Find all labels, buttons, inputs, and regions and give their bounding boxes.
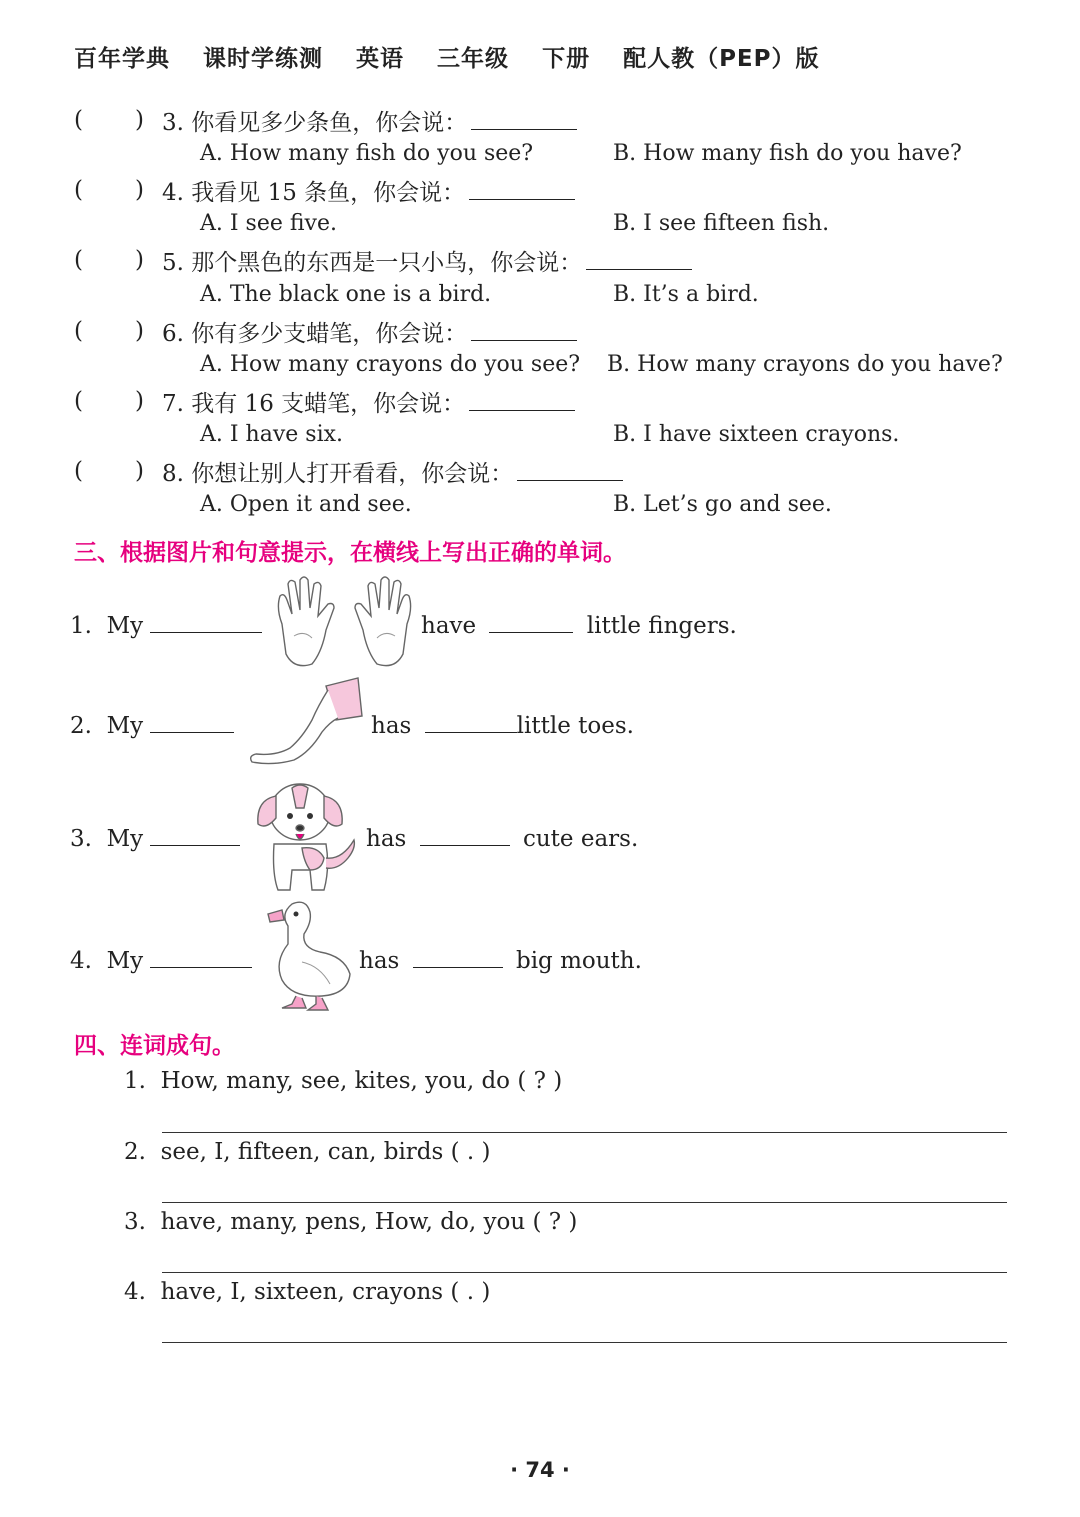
header-grade: 三年级	[437, 46, 510, 72]
fill-item-4-rest: has big mouth.	[359, 943, 642, 974]
fill-item-4: 4. My	[70, 943, 252, 974]
blank-input[interactable]	[489, 608, 573, 633]
option-b: B. I have sixteen crayons.	[613, 422, 900, 447]
reorder-item-2: 2. see, I, fifteen, can, birds ( . )	[124, 1139, 491, 1165]
fill-item-3-rest: has cute ears.	[366, 821, 638, 852]
page-header	[74, 40, 844, 73]
header-volume: 下册	[542, 46, 591, 72]
answer-paren[interactable]: ( )	[74, 107, 144, 133]
fill-item-2-rest: has little toes.	[371, 708, 634, 739]
fill-item-3: 3. My	[70, 821, 240, 852]
fill-item-1-rest: have little fingers.	[421, 608, 737, 639]
option-a: A. The black one is a bird.	[200, 282, 492, 307]
answer-line[interactable]	[162, 1342, 1007, 1343]
reorder-item-3: 3. have, many, pens, How, do, you ( ? )	[124, 1209, 578, 1235]
blank-input[interactable]	[420, 821, 510, 846]
answer-paren[interactable]: ( )	[74, 247, 144, 273]
answer-line[interactable]	[162, 1132, 1007, 1133]
fill-item-2: 2. My	[70, 708, 234, 739]
section-3-title: 三、根据图片和句意提示，在横线上写出正确的单词。	[74, 540, 626, 566]
header-book: 百年学典	[74, 46, 170, 72]
option-b: B. I see fifteen fish.	[613, 211, 830, 236]
section-4-title: 四、连词成句。	[74, 1033, 235, 1059]
option-b: B. How many fish do you have?	[613, 141, 962, 166]
blank-input[interactable]	[150, 821, 240, 846]
duck-icon	[262, 900, 354, 1014]
option-b: B. How many crayons do you have?	[607, 352, 1003, 377]
question-prompt: 8. 你想让别人打开看看，你会说：	[162, 456, 623, 489]
answer-paren[interactable]: ( )	[74, 458, 144, 484]
option-b: B. It’s a bird.	[613, 282, 759, 307]
answer-paren[interactable]: ( )	[74, 177, 144, 203]
option-a: A. How many crayons do you see?	[200, 352, 581, 377]
answer-paren[interactable]: ( )	[74, 318, 144, 344]
option-a: A. Open it and see.	[200, 492, 412, 517]
question-prompt: 5. 那个黑色的东西是一只小鸟，你会说：	[162, 245, 692, 278]
question-prompt: 3. 你看见多少条鱼，你会说：	[162, 105, 577, 138]
option-a: A. I have six.	[200, 422, 344, 447]
question-prompt: 4. 我看见 15 条鱼，你会说：	[162, 175, 575, 208]
question-prompt: 7. 我有 16 支蜡笔，你会说：	[162, 386, 575, 419]
answer-paren[interactable]: ( )	[74, 388, 144, 414]
option-b: B. Let’s go and see.	[613, 492, 832, 517]
leg-icon	[246, 676, 366, 768]
reorder-item-1: 1. How, many, see, kites, you, do ( ? )	[124, 1068, 563, 1094]
hands-icon	[272, 574, 417, 672]
answer-line[interactable]	[162, 1202, 1007, 1203]
option-a: A. I see five.	[200, 211, 337, 236]
page-number: · 74 ·	[510, 1458, 570, 1482]
blank-input[interactable]	[150, 943, 252, 968]
blank-input[interactable]	[150, 608, 262, 633]
question-prompt: 6. 你有多少支蜡笔，你会说：	[162, 316, 577, 349]
blank-input[interactable]	[425, 708, 517, 733]
blank-input[interactable]	[150, 708, 234, 733]
fill-item-1: 1. My	[70, 608, 262, 639]
reorder-item-4: 4. have, I, sixteen, crayons ( . )	[124, 1279, 491, 1305]
answer-line[interactable]	[162, 1272, 1007, 1273]
dog-icon	[252, 778, 360, 894]
header-edition: 配人教（PEP）版	[623, 46, 820, 72]
option-a: A. How many fish do you see?	[200, 141, 534, 166]
header-series: 课时学练测	[203, 46, 324, 72]
blank-input[interactable]	[413, 943, 503, 968]
header-subject: 英语	[356, 46, 405, 72]
